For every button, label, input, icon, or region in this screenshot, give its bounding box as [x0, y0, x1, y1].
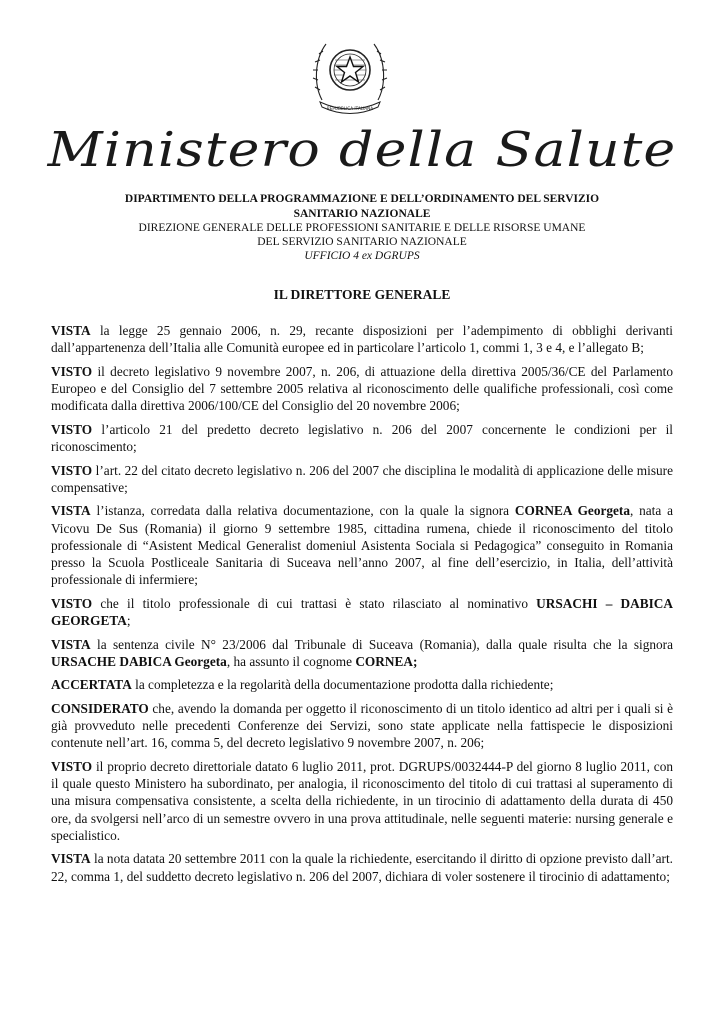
recital-lead-word: VISTO — [51, 595, 93, 611]
recital-lead-word: CONSIDERATO — [51, 700, 149, 716]
recital-text: l’articolo 21 del predetto decreto legislativo n. 206 del 2007 concernente le condizioni per il riconoscimento; — [51, 421, 673, 454]
recital-paragraph — [51, 462, 673, 496]
recital-lead-word: VISTA — [51, 851, 91, 867]
document-body — [51, 322, 673, 891]
recital-lead-word: VISTA — [51, 323, 91, 338]
recital-paragraph — [51, 595, 673, 629]
recital-text: l’art. 22 del citato decreto legislativo n. 206 del 2007 che disciplina le modalità di applicazione delle misure compensative; — [51, 462, 673, 495]
recital-text: che, avendo la domanda per oggetto il riconoscimento di un titolo identico ad altri per i quali si è già provveduto nelle precedenti Conferenze dei Servizi, sono state applicate nella fattispecie le disposizioni contenute nell’art. 16, comma 5, del decreto legislativo 9 novembre 2007, n. 206; — [51, 700, 673, 751]
recital-lead-word: VISTO — [51, 363, 93, 379]
recital-emphasis: URSACHI – DABICA GEORGETA — [51, 595, 673, 628]
department-line-2: SANITARIO NAZIONALE — [293, 208, 431, 220]
recital-paragraph — [51, 502, 673, 588]
document-title: IL DIRETTORE GENERALE — [273, 287, 451, 302]
ministry-logo-title: Ministero della Salute — [47, 122, 677, 178]
recital-emphasis: CORNEA; — [355, 653, 418, 669]
recital-emphasis: URSACHE DABICA Georgeta — [51, 653, 227, 669]
recital-text: , ha assunto il cognome — [226, 653, 356, 669]
recital-text: il proprio decreto direttoriale datato 6 luglio 2011, prot. DGRUPS/0032444-P del giorno 8 luglio 2011, con il quale questo Ministero ha subordinato, per analogia, il riconoscimento del titolo di cui trattasi al superamento di una misura compensativa consistente, a scelta della richiedente, in un tirocinio di adattamento della durata di 450 ore, da svolgersi nell’arco di un semestre ovvero in una prova attitudinale, nelle seguenti materie: nursing generale e specialistico. — [51, 758, 673, 843]
recital-text: che il titolo professionale di cui trattasi è stato rilasciato al nominativo — [92, 595, 537, 611]
recital-paragraph — [51, 421, 673, 455]
recital-paragraph — [51, 676, 673, 693]
recital-text: la nota datata 20 settembre 2011 con la quale la richiedente, esercitando il diritto di opzione previsto dall’art. 22, comma 1, del suddetto decreto legislativo n. 206 del 2007, dichiara di voler sostenere il tirocinio di adattamento; — [51, 851, 673, 884]
emblem-icon — [312, 30, 388, 118]
recital-text: ; — [126, 613, 131, 628]
recital-emphasis: CORNEA Georgeta — [514, 503, 630, 519]
recital-paragraph — [51, 363, 673, 415]
recital-paragraph — [51, 322, 673, 356]
recital-text: , nata a Vicovu De Sus (Romania) il giorno 9 settembre 1985, cittadina rumena, chiede il riconoscimento del titolo professionale di “Asistent Medical Generalist domeniul Asistenta Sociala si Pedagogica” conseguito in Romania presso la Scuola Postliceale Sanitaria di Suceava nell’anno 2007, al fine dell’esercizio, in Italia, dell’attività professionale di infermiere; — [51, 503, 673, 588]
svg-text:REPUBBLICA ITALIANA: REPUBBLICA ITALIANA — [326, 106, 374, 111]
office-name: UFFICIO 4 ex DGRUPS — [304, 250, 420, 262]
recital-lead-word: ACCERTATA — [51, 677, 132, 693]
department-line-1: DIPARTIMENTO DELLA PROGRAMMAZIONE E DELL’ORDINAMENTO DEL SERVIZIO — [124, 193, 600, 205]
recital-lead-word: VISTA — [51, 503, 91, 519]
direction-line-2: DEL SERVIZIO SANITARIO NAZIONALE — [257, 236, 467, 248]
recital-paragraph — [51, 636, 673, 670]
recital-text: la completezza e la regolarità della documentazione prodotta dalla richiedente; — [131, 677, 554, 693]
recital-lead-word: VISTO — [51, 462, 93, 478]
recital-paragraph — [51, 850, 673, 884]
recital-text: il decreto legislativo 9 novembre 2007, n. 206, di attuazione della direttiva 2005/36/CE del Parlamento Europeo e del Consiglio del 7 settembre 2005 relativa al riconoscimento delle qualifiche professionali, così come modificata dalla direttiva 2006/100/CE del Consiglio del 20 novembre 2006; — [51, 363, 673, 414]
recital-lead-word: VISTO — [51, 421, 93, 437]
direction-line-1: DIREZIONE GENERALE DELLE PROFESSIONI SANITARIE E DELLE RISORSE UMANE — [138, 222, 586, 234]
italian-republic-emblem — [312, 30, 388, 118]
recital-paragraph — [51, 700, 673, 752]
recital-paragraph — [51, 758, 673, 844]
recital-text: la sentenza civile N° 23/2006 dal Tribunale di Suceava (Romania), dalla quale risulta che la signora — [90, 636, 673, 652]
recital-text: la legge 25 gennaio 2006, n. 29, recante disposizioni per l’adempimento di obblighi derivanti dall’appartenenza dell’Italia alle Comunità europee ed in particolare l’articolo 1, commi 1, 3 e 4, e l’allegato B; — [51, 323, 673, 356]
recital-text: l’istanza, corredata dalla relativa documentazione, con la quale la signora — [90, 503, 515, 519]
recital-lead-word: VISTA — [51, 636, 91, 652]
recital-lead-word: VISTO — [51, 758, 93, 774]
